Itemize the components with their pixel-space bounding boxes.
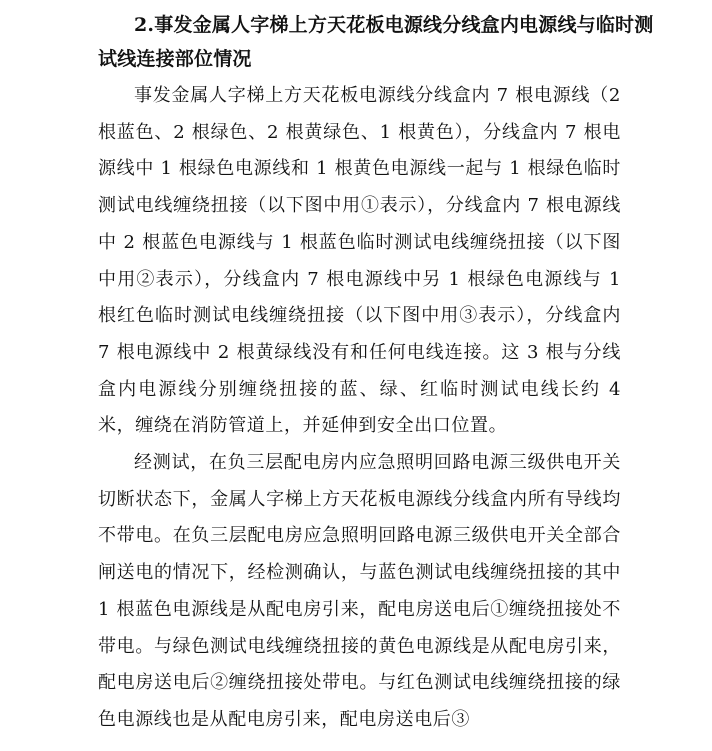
body-text [98, 78, 621, 739]
section-title: 事发金属人字梯上方天花板电源线分线盒内电源线与临时测试线连接部位情况 [98, 14, 654, 70]
section-number: 2. [134, 14, 155, 36]
section-heading [98, 8, 658, 76]
paragraph: 事发金属人字梯上方天花板电源线分线盒内 7 根电源线（2 根蓝色、2 根绿色、2 根黄绿色、1 根黄色），分线盒内 7 根电源线中 1 根绿色电源线和 1 根黄色电源线一起与 1 根绿色临时测试电线缠绕扭接（以下图中用①表示），分线盒内 7 根电源线中 2 根蓝色电源线与 1 根蓝色临时测试电线缠绕扭接（以下图中用②表示），分线盒内 7 根电源线中另 1 根绿色电源线与 1 根红色临时测试电线缠绕扭接（以下图中用③表示），分线盒内 7 根电源线中 2 根黄绿线没有和任何电线连接。这 3 根与分线盒内电源线分别缠绕扭接的蓝、绿、红临时测试电线长约 4 米，缠绕在消防管道上，并延伸到安全出口位置。 [98, 85, 621, 437]
paragraph: 经测试，在负三层配电房内应急照明回路电源三级供电开关切断状态下，金属人字梯上方天花板电源线分线盒内所有导线均不带电。在负三层配电房应急照明回路电源三级供电开关全部合闸送电的情况下，经检测确认，与蓝色测试电线缠绕扭接的其中 1 根蓝色电源线是从配电房引来，配电房送电后①缠绕扭接处不带电。与绿色测试电线缠绕扭接的黄色电源线是从配电房引来，配电房送电后②缠绕扭接处带电。与红色测试电线缠绕扭接的绿色电源线也是从配电房引来，配电房送电后③ [98, 452, 621, 730]
